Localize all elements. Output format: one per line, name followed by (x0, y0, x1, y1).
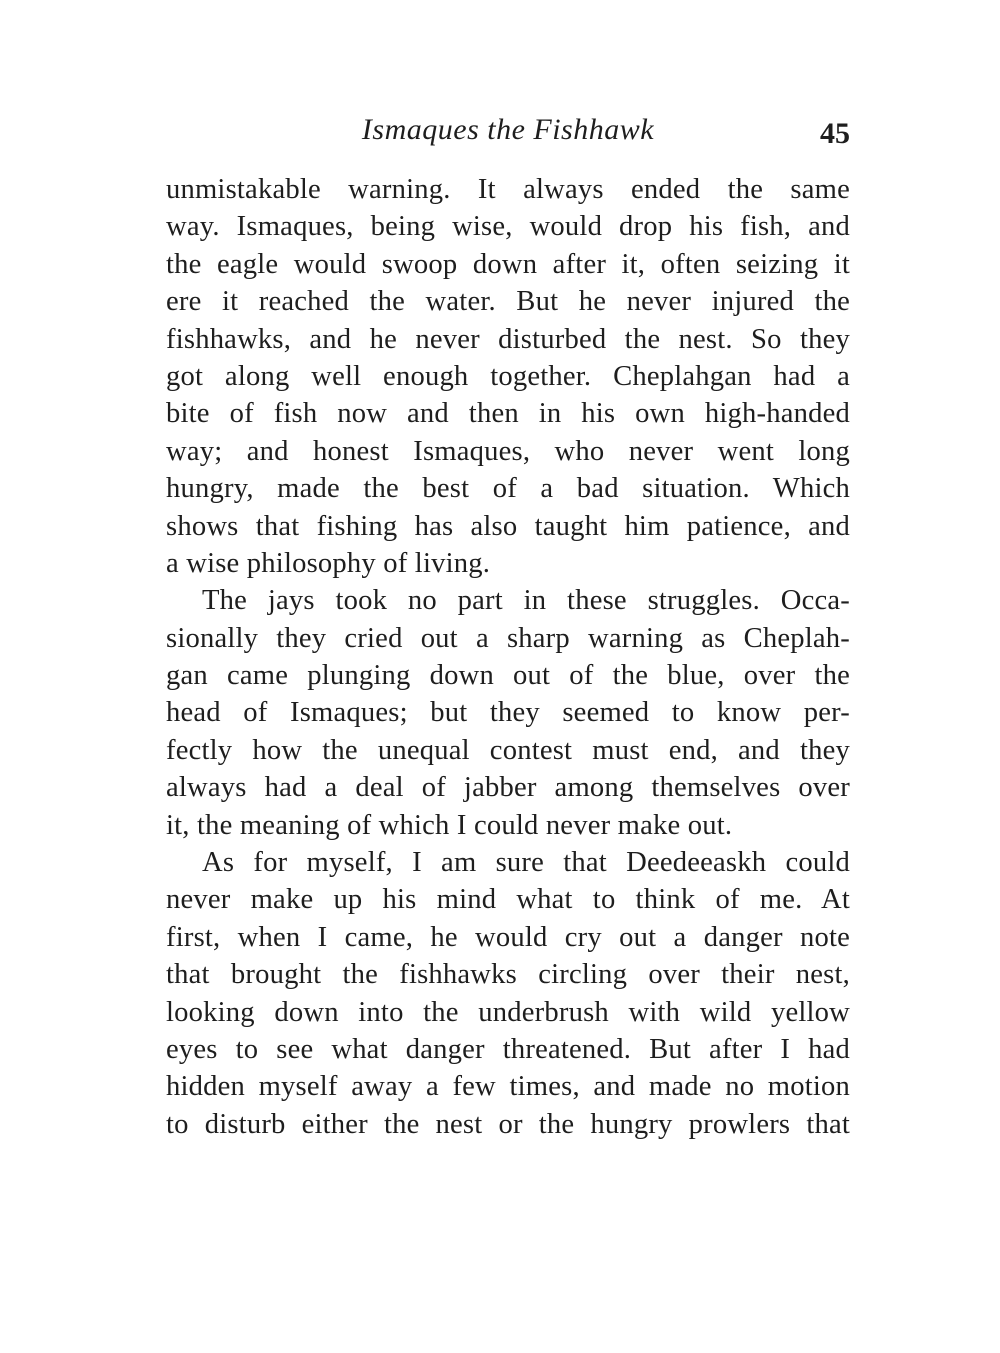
text-line: that brought the fishhawks circling over their nest, (166, 959, 850, 991)
text-line: head of Ismaques; but they seemed to know per- (166, 697, 850, 729)
text-line: fishhawks, and he never disturbed the nest. So they (166, 323, 850, 355)
text-line: it, the meaning of which I could never make out. (166, 809, 733, 841)
text-line: fectly how the unequal contest must end, and they (166, 734, 850, 766)
page-number: 45 (820, 117, 850, 150)
text-line: shows that fishing has also taught him patience, and (166, 510, 850, 542)
text-line: a wise philosophy of living. (166, 547, 491, 579)
running-head (166, 112, 850, 156)
text-line: way; and honest Ismaques, who never went long (166, 435, 850, 467)
text-line: bite of fish now and then in his own high-handed (166, 398, 850, 430)
text-line: As for myself, I am sure that Deedeeaskh could (202, 847, 850, 879)
running-title: Ismaques the Fishhawk (361, 113, 655, 146)
text-line: to disturb either the nest or the hungry prowlers that (166, 1108, 850, 1140)
text-line: got along well enough together. Cheplahgan had a (166, 360, 850, 392)
text-line: always had a deal of jabber among themselves over (166, 772, 850, 804)
paragraph-1 (166, 171, 850, 582)
text-line: way. Ismaques, being wise, would drop his fish, and (166, 211, 850, 243)
text-line: hidden myself away a few times, and made no motion (166, 1071, 850, 1103)
text-line: gan came plunging down out of the blue, over the (166, 660, 850, 692)
text-line: looking down into the underbrush with wild yellow (166, 996, 850, 1028)
text-line: hungry, made the best of a bad situation. Which (166, 473, 850, 505)
paragraph-2 (166, 582, 850, 844)
text-line: sionally they cried out a sharp warning as Cheplah- (166, 622, 850, 654)
body-text (166, 171, 850, 1143)
text-line: ere it reached the water. But he never injured the (166, 286, 850, 318)
text-line: never make up his mind what to think of me. At (166, 884, 850, 916)
text-line: the eagle would swoop down after it, often seizing it (166, 248, 850, 280)
text-line: The jays took no part in these struggles. Occa- (202, 585, 850, 617)
paragraph-3 (166, 844, 850, 1143)
text-line: first, when I came, he would cry out a danger note (166, 921, 850, 953)
text-line: unmistakable warning. It always ended the same (166, 174, 850, 205)
text-line: eyes to see what danger threatened. But after I had (166, 1033, 850, 1065)
